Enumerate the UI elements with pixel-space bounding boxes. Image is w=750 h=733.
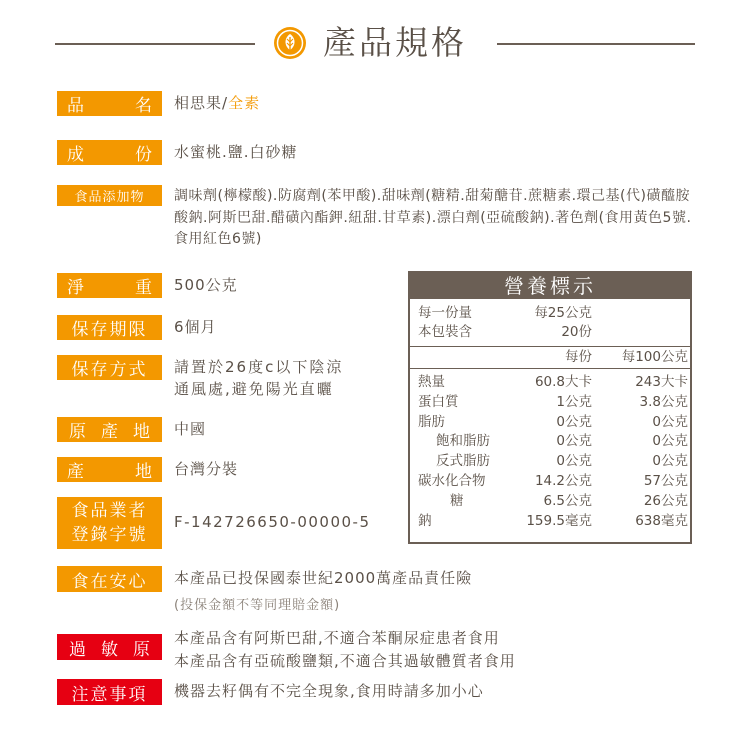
label-char: 成 bbox=[67, 145, 84, 165]
nutrient-per-serving: 159.5毫克 bbox=[526, 512, 592, 529]
nutrition-title: 營養標示 bbox=[410, 273, 690, 299]
nutrient-per-100g: 243大卡 bbox=[635, 374, 688, 390]
insurance-value: 本產品已投保國泰世紀2000萬產品責任險 bbox=[174, 569, 473, 587]
serving-label: 每一份量 bbox=[418, 305, 472, 321]
nutrient-name: 蛋白質 bbox=[418, 393, 459, 410]
nutrient-name: 糖 bbox=[450, 492, 464, 509]
caution-value: 機器去籽偶有不完全現象,食用時請多加小心 bbox=[174, 682, 484, 700]
label-net-weight bbox=[57, 273, 162, 298]
label-registration bbox=[57, 497, 162, 549]
label-registration-line-1: 食品業者 bbox=[71, 501, 148, 521]
nutrient-name: 飽和脂肪 bbox=[436, 433, 490, 450]
label-char: 地 bbox=[133, 422, 150, 442]
nutrient-per-serving: 0公克 bbox=[556, 453, 592, 470]
leaf-icon bbox=[273, 26, 307, 60]
label-char: 敏 bbox=[101, 639, 118, 660]
label-insurance: 食在安心 bbox=[57, 566, 162, 592]
header-line-left bbox=[55, 43, 255, 45]
label-storage: 保存方式 bbox=[57, 355, 162, 380]
serving-value: 每25公克 bbox=[534, 305, 592, 321]
label-char: 名 bbox=[135, 96, 152, 116]
label-ingredients bbox=[57, 140, 162, 165]
label-char: 產 bbox=[67, 462, 84, 482]
product-name: 相思果/ bbox=[174, 94, 229, 112]
nutrient-per-serving: 1公克 bbox=[556, 393, 592, 410]
label-char: 原 bbox=[133, 639, 150, 660]
nutrient-per-100g: 0公克 bbox=[652, 433, 688, 450]
label-char: 地 bbox=[135, 462, 152, 482]
divider bbox=[410, 368, 690, 369]
ingredients-value: 水蜜桃.鹽.白砂糖 bbox=[174, 143, 298, 161]
shelf-life-value: 6個月 bbox=[174, 318, 217, 336]
producer-value: 台灣分裝 bbox=[174, 460, 239, 478]
nutrient-name: 反式脂肪 bbox=[436, 453, 490, 470]
nutrient-per-100g: 0公克 bbox=[652, 453, 688, 470]
label-caution: 注意事項 bbox=[57, 679, 162, 705]
col-per-100: 每100公克 bbox=[621, 349, 688, 365]
nutrient-name: 碳水化合物 bbox=[418, 473, 486, 489]
nutrient-per-serving: 0公克 bbox=[556, 433, 592, 450]
vegan-tag: 全素 bbox=[228, 94, 261, 112]
nutrient-name: 熱量 bbox=[418, 374, 445, 390]
label-char: 份 bbox=[135, 145, 152, 165]
col-per-serving: 每份 bbox=[565, 349, 592, 365]
label-shelf-life: 保存期限 bbox=[57, 315, 162, 340]
header-line-right bbox=[497, 43, 695, 45]
label-registration-line-2: 登錄字號 bbox=[71, 525, 148, 545]
label-char: 重 bbox=[135, 278, 152, 298]
label-char: 淨 bbox=[67, 278, 84, 298]
label-product-name bbox=[57, 91, 162, 116]
nutrient-per-100g: 26公克 bbox=[643, 492, 688, 509]
origin-value: 中國 bbox=[174, 420, 207, 438]
nutrient-name: 鈉 bbox=[418, 512, 432, 529]
label-char: 產 bbox=[101, 422, 118, 442]
nutrient-per-serving: 60.8大卡 bbox=[534, 374, 592, 390]
nutrient-per-100g: 57公克 bbox=[643, 473, 688, 489]
nutrient-per-100g: 0公克 bbox=[652, 413, 688, 430]
nutrient-per-serving: 6.5公克 bbox=[543, 492, 592, 509]
nutrient-per-serving: 14.2公克 bbox=[534, 473, 592, 489]
label-char: 原 bbox=[69, 422, 86, 442]
page-title: 產品規格 bbox=[323, 23, 467, 62]
storage-line-2: 通風處,避免陽光直曬 bbox=[174, 380, 334, 398]
net-weight-value: 500公克 bbox=[174, 276, 238, 294]
storage-line-1: 請置於26度c以下陰涼 bbox=[174, 358, 344, 376]
insurance-note: (投保金額不等同理賠金額) bbox=[174, 598, 341, 613]
label-allergen bbox=[57, 634, 162, 660]
allergen-line-1: 本產品含有阿斯巴甜,不適合苯酮尿症患者食用 bbox=[174, 629, 500, 647]
label-char: 過 bbox=[69, 639, 86, 660]
additives-value: 調味劑(檸檬酸).防腐劑(苯甲酸).甜味劑(糖精.甜菊醣苷.蔗糖素.環己基(代)磺醯胺酸鈉.阿斯巴甜.醋磺內酯鉀.紐甜.甘草素).漂白劑(亞硫酸鈉).著色劑(食用黃色5號.食用紅色6號) bbox=[174, 188, 692, 247]
allergen-line-2: 本產品含有亞硫酸鹽類,不適合其過敏體質者食用 bbox=[174, 652, 516, 670]
label-origin bbox=[57, 417, 162, 442]
label-char: 品 bbox=[67, 96, 84, 116]
nutrition-table bbox=[408, 271, 692, 544]
servings-value: 20份 bbox=[561, 324, 592, 340]
nutrient-per-100g: 638毫克 bbox=[635, 512, 688, 529]
label-additives: 食品添加物 bbox=[57, 185, 162, 206]
servings-label: 本包裝含 bbox=[418, 324, 472, 340]
nutrient-name: 脂肪 bbox=[418, 413, 445, 430]
label-producer bbox=[57, 457, 162, 482]
registration-value: F-142726650-00000-5 bbox=[174, 513, 371, 531]
nutrient-per-serving: 0公克 bbox=[556, 413, 592, 430]
product-name-value bbox=[174, 92, 260, 115]
nutrient-per-100g: 3.8公克 bbox=[639, 393, 688, 410]
